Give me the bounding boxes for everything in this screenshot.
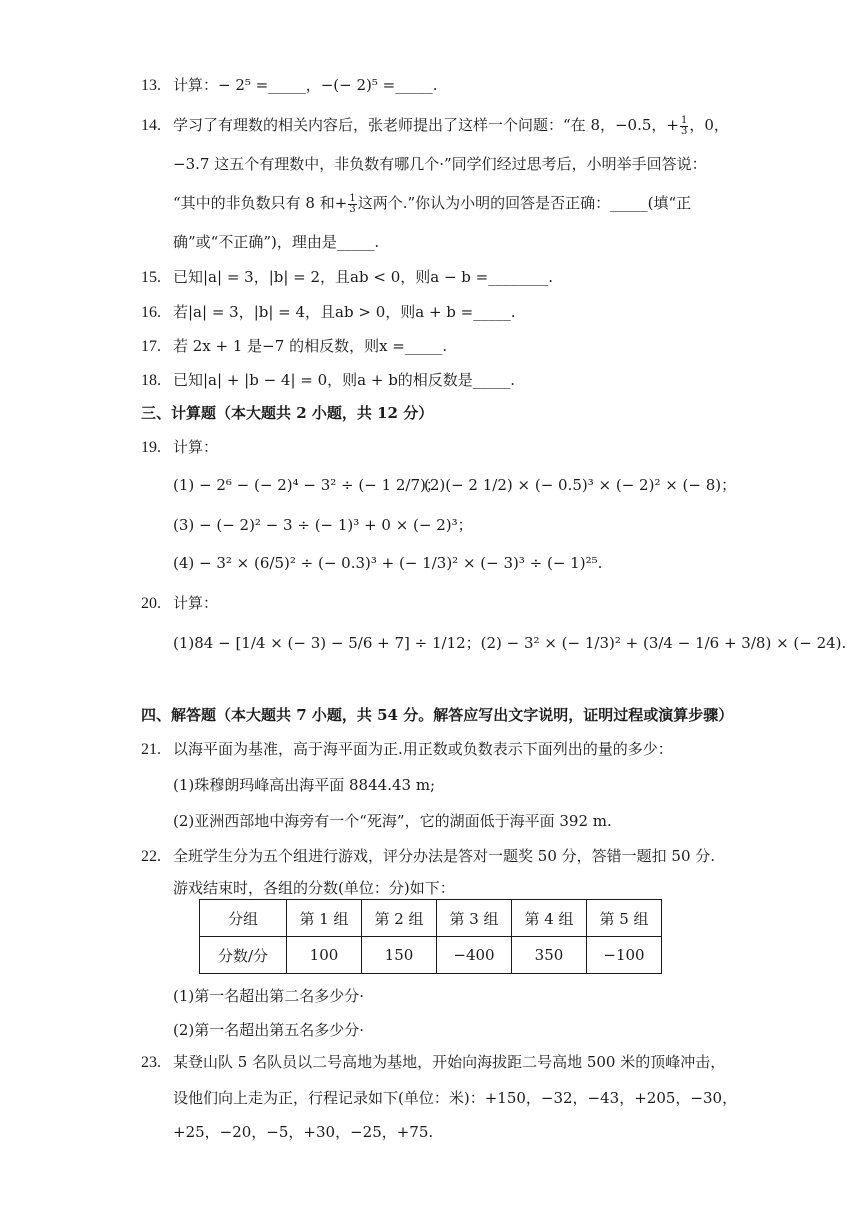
question-21: [141, 738, 673, 759]
q19-part-3: (3) − (− 2)² − 3 ÷ (− 1)³ + 0 × (− 2)³；: [173, 516, 473, 534]
question-text: 已知|a| + |b − 4| = 0，则a + b的相反数是_____.: [173, 371, 516, 389]
fraction: $\frac{1}{3}$: [680, 114, 688, 137]
table-cell: 100: [287, 937, 362, 974]
question-text: 计算：: [173, 438, 219, 456]
question-text: 某登山队 5 名队员以二号高地为基地，开始向海拔距二号高地 500 米的顶峰冲击，: [173, 1053, 726, 1071]
q19-part-1: (1) − 2⁶ − (− 2)⁴ − 3² ÷ (− 1 2/7)；: [173, 476, 441, 494]
q19-part-4: (4) − 3² × (6/5)² ÷ (− 0.3)³ + (− 1/3)² × (− 3)³ ÷ (− 1)²⁵.: [173, 554, 603, 572]
q22-part-2: (2)第一名超出第五名多少分·: [173, 1021, 365, 1039]
question-20: [141, 592, 218, 613]
table-cell: −100: [587, 937, 662, 974]
question-14-line-4: 确”或“不正确”)，理由是_____.: [173, 233, 380, 251]
table-header-row: [200, 900, 662, 937]
question-number: 20.: [141, 595, 161, 612]
question-text: 若|a| = 3，|b| = 4，且ab > 0，则a + b =_____.: [173, 303, 516, 321]
question-15: [141, 266, 553, 287]
question-22-line-2: 游戏结束时，各组的分数(单位：分)如下：: [173, 879, 455, 897]
table-cell: 分数/分: [200, 937, 287, 974]
table-cell: 第 3 组: [437, 900, 512, 937]
q21-part-1: (1)珠穆朗玛峰高出海平面 8844.43 m;: [173, 776, 436, 794]
table-cell: 第 1 组: [287, 900, 362, 937]
table-cell: 分组: [200, 900, 287, 937]
question-19: [141, 436, 218, 457]
table-cell: −400: [437, 937, 512, 974]
score-table: [199, 899, 662, 974]
question-14-line-2: −3.7 这五个有理数中，非负数有哪几个·”同学们经过思考后，小明举手回答说：: [173, 155, 707, 173]
question-text: 学习了有理数的相关内容后，张老师提出了这样一个问题：“在 8，−0.5，+: [173, 116, 679, 134]
question-14-line-3: “其中的非负数只有 8 和+ $\frac{1}{3}$ 这两个.”你认为小明的回答是否正确：_____(填“正: [173, 192, 692, 215]
question-17: [141, 335, 447, 356]
question-number: 14.: [141, 117, 161, 134]
table-cell: 第 4 组: [512, 900, 587, 937]
question-number: 23.: [141, 1054, 161, 1071]
table-cell: 第 5 组: [587, 900, 662, 937]
question-23-line-3: +25，−20，−5，+30，−25，+75.: [173, 1123, 434, 1141]
table-row: [200, 937, 662, 974]
question-22: [141, 845, 715, 866]
question-number: 16.: [141, 304, 161, 321]
question-text: 已知|a| = 3，|b| = 2，且ab < 0，则a − b =________.: [173, 268, 554, 286]
question-text: 计算：− 2⁵ =_____，−(− 2)⁵ =_____.: [173, 76, 438, 94]
question-text: 若 2x + 1 是−7 的相反数，则x =_____.: [173, 337, 448, 355]
question-14: 14. 学习了有理数的相关内容后，张老师提出了这样一个问题：“在 8，−0.5，+ $\frac{1}{3}$ ，0，: [141, 114, 729, 137]
question-number: 18.: [141, 372, 161, 389]
question-number: 22.: [141, 848, 161, 865]
question-18: [141, 369, 515, 390]
question-text: 全班学生分为五个组进行游戏，评分办法是答对一题奖 50 分，答错一题扣 50 分.: [173, 847, 716, 865]
question-23-line-2: 设他们向上走为正，行程记录如下(单位：米)：+150，−32，−43，+205，−30，: [173, 1089, 738, 1107]
question-number: 19.: [141, 439, 161, 456]
question-number: 15.: [141, 269, 161, 286]
q19-part-2: (2)(− 2 1/2) × (− 0.5)³ × (− 2)² × (− 8)；: [424, 476, 737, 494]
question-23: [141, 1051, 725, 1072]
question-text: 计算：: [173, 594, 219, 612]
q20-parts: (1)84 − [1/4 × (− 3) − 5/6 + 7] ÷ 1/12；(2) − 3² × (− 1/3)² + (3/4 − 1/6 + 3/8) × (− 24).: [173, 634, 847, 652]
question-number: 21.: [141, 741, 161, 758]
question-16: [141, 301, 516, 322]
table-cell: 第 2 组: [362, 900, 437, 937]
question-13: [141, 74, 438, 95]
table-cell: 150: [362, 937, 437, 974]
q22-part-1: (1)第一名超出第二名多少分·: [173, 987, 365, 1005]
question-number: 17.: [141, 338, 161, 355]
section-heading-4: 四、解答题（本大题共 7 小题，共 54 分。解答应写出文字说明，证明过程或演算步骤）: [141, 706, 734, 724]
question-number: 13.: [141, 77, 161, 94]
q21-part-2: (2)亚洲西部地中海旁有一个“死海”，它的湖面低于海平面 392 m.: [173, 812, 612, 830]
table-cell: 350: [512, 937, 587, 974]
question-text: 以海平面为基准，高于海平面为正.用正数或负数表示下面列出的量的多少：: [173, 740, 673, 758]
fraction: $\frac{1}{3}$: [349, 192, 356, 215]
section-heading-3: 三、计算题（本大题共 2 小题，共 12 分）: [141, 404, 434, 422]
